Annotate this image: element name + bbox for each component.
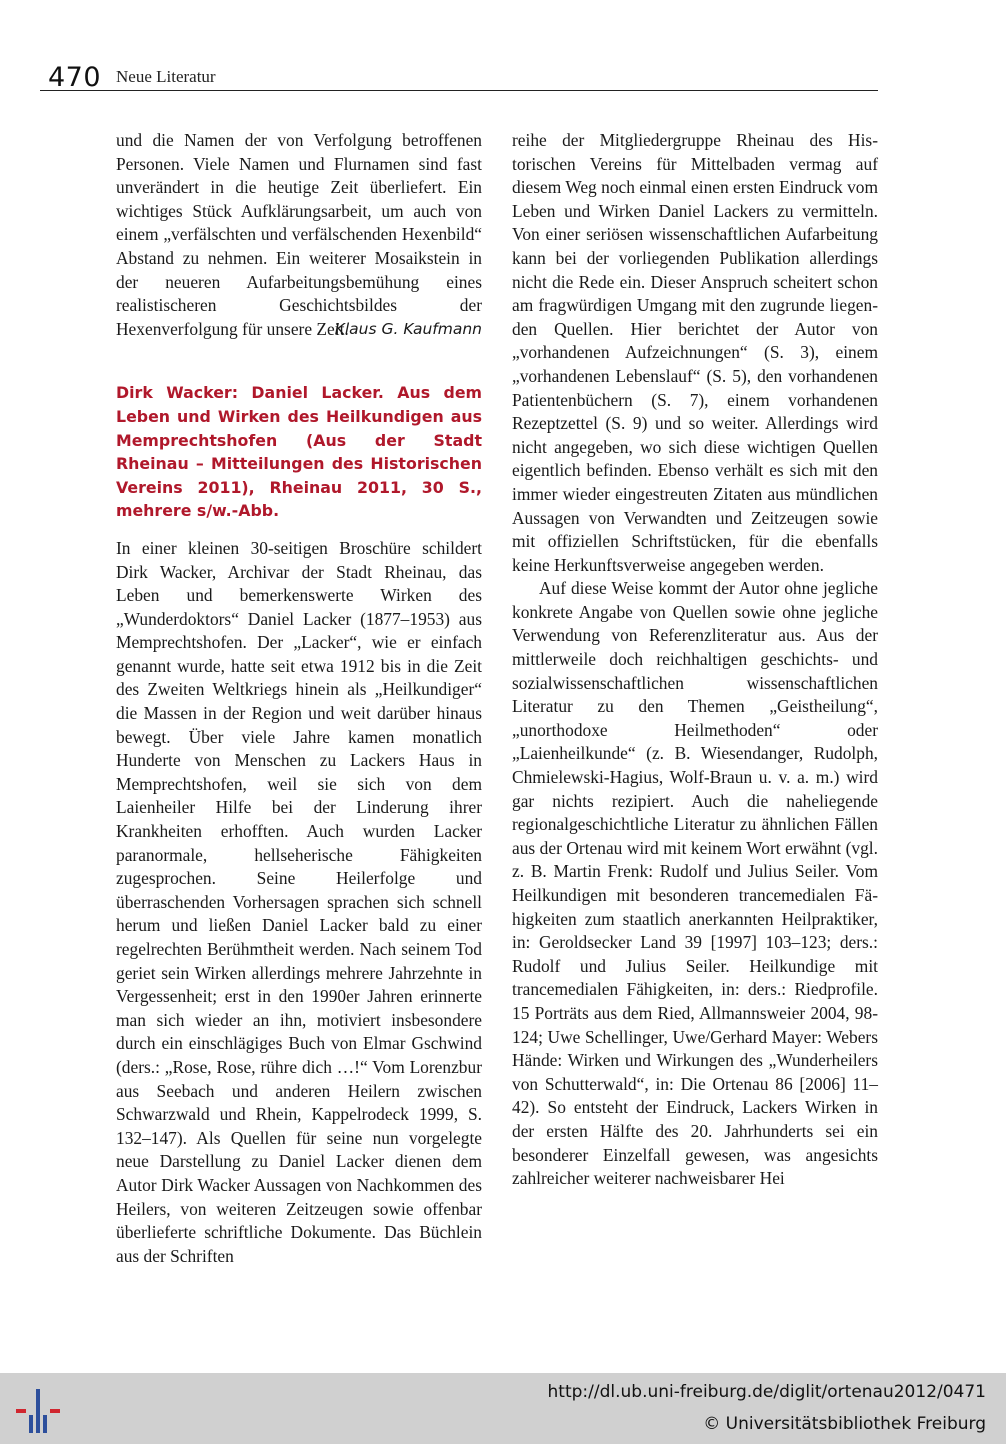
- running-title: Neue Literatur: [116, 67, 216, 86]
- paragraph: [116, 129, 482, 341]
- paragraph: reihe der Mitgliedergruppe Rheinau des Historischen Vereins für Mittelbaden vermag auf diesem Weg noch einmal einen ersten Eindruck vom Leben und Wirken Daniel Lackers zu vermitteln. Von einer seriösen wissenschaftlichen Aufarbeitung kann bei der vorliegenden Publikation allerdings nicht die Rede ein. Dieser Anspruch scheitert schon am fragwürdigen Umgang mit den zugrunde liegenden Quellen. Hier berichtet der Autor von „vorhandenen Aufzeichnungen“ (S. 3), einem „vorhandenen Lebenslauf“ (S. 5), den vorhandenen Patientenbüchern (S. 7), einem vorhandenen Rezeptzettel (S. 9) und so weiter. Allerdings wird nicht angegeben, wo sich diese wichtigen Quellen eigentlich befinden. Ebenso verhält es sich mit den immer wieder eingestreuten Zitaten aus mündlichen Aussagen von Verwandten und Zeitzeugen sowie mit offiziellen Schriftstücken, für die ebenfalls keine Herkunftsverweise angegeben werden.: [512, 130, 878, 575]
- review-title: Dirk Wacker: Daniel Lacker. Aus dem Leben und Wirken des Heilkundigen aus Memprechtshofen (Aus der Stadt Rheinau – Mitteilungen des Historischen Vereins 2011), Rheinau 2011, 30 S., mehrere s/w.-Abb.: [116, 383, 482, 521]
- paragraph: In einer kleinen 30-seitigen Broschüre schildert Dirk Wacker, Archivar der Stadt Rheinau, das Leben und bemerkenswerte Wirken des „Wunderdoktors“ Daniel Lacker (1877–1953) aus Memprechtshofen. Der „Lacker“, wie er einfach genannt wurde, hatte seit etwa 1912 bis in die Zeit des Zweiten Weltkriegs hinein als „Heilkundiger“ die Massen in der Region und weit darüber hinaus bewegt. Über viele Jahre kamen monatlich Hunderte von Menschen zu Lackers Haus in Memprechtshofen, weil sie sich von dem Laienheiler Hilfe bei der Linderung ihrer Krankheiten erhofften. Auch wurden Lacker paranormale, hellseherische Fähigkeiten zugesprochen. Seine Heilerfolge und überraschenden Vorhersagen sprachen sich schnell herum und ließen Daniel Lacker bald zu einer regelrechten Berühmtheit werden. Nach seinem Tod geriet sein Wirken allerdings mehrere Jahrzehnte in Vergessenheit; erst in den 1990er Jahren erinnerte man sich wieder an ihn, motiviert insbesondere durch ein einschlägiges Buch von Elmar Gschwind (ders.: „Rose, Rose, rühre dich …!“ Vom Lorenzbur aus Seebach und anderen Heilern zwischen Schwarzwald und Rhein, Kappelrodeck 1999, S. 132–147). Als Quellen für seine nun vorgelegte neue Darstellung zu Daniel Lacker dienen dem Autor Dirk Wacker Aussagen von Nachkommen des Heilers, von weiteren Zeitzeugen sowie offenbar überlieferte schriftliche Dokumente. Das Büchlein aus der Schriften: [116, 537, 482, 1266]
- footer-bar: [0, 1373, 1006, 1444]
- ub-freiburg-logo-icon: [12, 1385, 64, 1437]
- paragraph-text: und die Namen der von Verfolgung betroffenen Personen. Viele Namen und Flurnamen sind fast unverändert in die heutige Zeit überliefert. Ein wichtiges Stück Aufklärungsarbeit, um auch von einem „verfälschten und verfälschenden Hexenbild“ Abstand zu nehmen. Ein weiterer Mosaikstein in der neueren Aufarbeitungsbemühung eines realistischeren Geschichtsbildes der Hexenverfolgung für unsere Zeit.: [116, 130, 482, 339]
- page-number: 470: [48, 62, 102, 93]
- paragraph: Auf diese Weise kommt der Autor ohne jegliche konkrete Angabe von Quellen sowie ohne jegliche Verwendung von Referenzliteratur aus. Aus der mittlerweile doch reichhaltigen geschichts- und sozialwissenschaftlichen wissenschaftlichen Literatur zu den Themen „Geistheilung“, „unorthodoxe Heilmethoden“ oder „Laienheilkunde“ (z. B. Wiesendanger, Rudolph, Chmielewski-Hagius, Wolf-Braun u. v. a. m.) wird gar nichts rezipiert. Auch die naheliegende regionalgeschichtliche Literatur zu ähnlichen Fällen aus der Ortenau wird mit keinem Wort erwähnt (vgl. z. B. Martin Frenk: Rudolf und Julius Seiler. Vom Heilkundigen mit besonderen trancemedialen Fähigkeiten zum staatlich anerkannten Heilpraktiker, in: Geroldsecker Land 39 [1997] 103–123; ders.: Rudolf und Julius Seiler. Heilkundige mit trancemedialen Fähigkeiten, in: ders.: Riedprofile. 15 Porträts aus dem Ried, Allmannsweier 2004, 98-124; Uwe Schellinger, Uwe/Gerhard Mayer: Webers Hände: Wirken und Wirkungen des „Wunderheilers von Schutterwald“, in: Die Ortenau 86 [2006] 11–42). So entsteht der Eindruck, Lackers Wirken in der ersten Hälfte des 20. Jahrhunderts sei ein besonderer Einzelfall gewesen, was angesichts zahlreicher weiterer nachweisbarer Hei: [512, 578, 878, 1189]
- copyright-notice: © Universitätsbibliothek Freiburg: [703, 1414, 986, 1434]
- left-column: [116, 129, 482, 1268]
- page-header: [40, 60, 878, 91]
- right-column: [512, 129, 878, 1191]
- source-url-link[interactable]: http://dl.ub.uni-freiburg.de/diglit/ortenau2012/0471: [547, 1382, 986, 1402]
- reviewer-signature: Klaus G. Kaufmann: [334, 319, 482, 338]
